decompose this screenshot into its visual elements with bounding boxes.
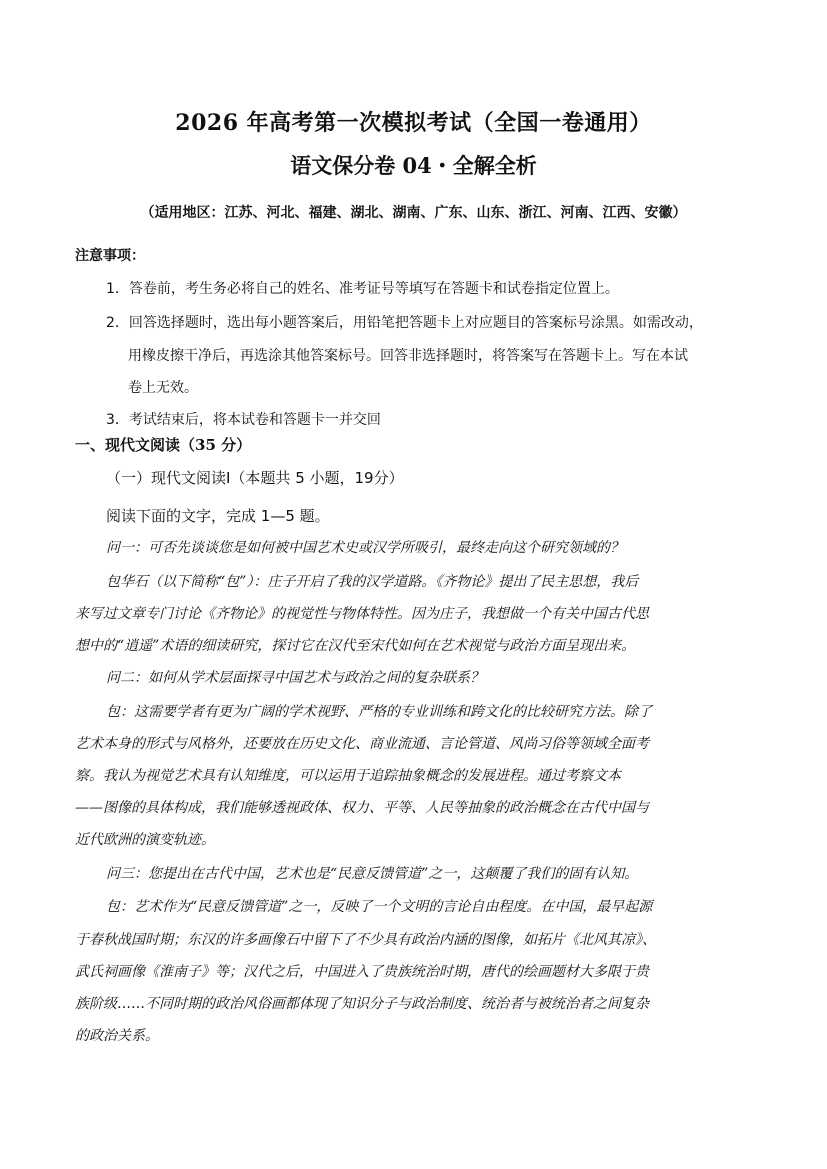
passage-line: 包：艺术作为“民意反馈管道”之一，反映了一个文明的言论自由程度。在中国，最早起源: [106, 899, 653, 915]
passage-line: 察。我认为视觉艺术具有认知维度，可以运用于追踪抽象概念的发展进程。通过考察文本: [75, 768, 621, 784]
passage-line: ——图像的具体构成，我们能够透视政体、权力、平等、人民等抽象的政治概念在古代中国与: [75, 800, 649, 816]
subsection-heading: （一）现代文阅读Ⅰ（本题共 5 小题，19分）: [106, 469, 404, 487]
passage-line: 问三：您提出在古代中国，艺术也是“民意反馈管道”之一，这颠覆了我们的固有认知。: [106, 866, 639, 882]
passage-line: 族阶级……不同时期的政治风俗画都体现了知识分子与政治制度、统治者与被统治者之间复杂: [75, 996, 649, 1012]
passage-line: 武氏祠画像《淮南子》等；汉代之后，中国进入了贵族统治时期，唐代的绘画题材大多限于贵: [75, 964, 649, 980]
applicable-regions: （适用地区：江苏、河北、福建、湖北、湖南、广东、山东、浙江、河南、江西、安徽）: [140, 205, 687, 221]
notice-item: 卷上无效。: [128, 380, 198, 396]
passage-line: 艺术本身的形式与风格外，还要放在历史文化、商业流通、言论管道、风尚习俗等领域全面考: [75, 736, 649, 752]
passage-line: 想中的“逍遥”术语的细读研究，探讨它在汉代至宋代如何在艺术视觉与政治方面呈现出来。: [75, 638, 636, 654]
page-title: 2026 年高考第一次模拟考试（全国一卷通用）: [175, 110, 652, 136]
page-subtitle: 语文保分卷 04・全解全析: [290, 153, 537, 178]
passage-line: 问一：可否先谈谈您是如何被中国艺术史或汉学所吸引，最终走向这个研究领域的？: [106, 540, 624, 556]
passage-line: 包：这需要学者有更为广阔的学术视野、严格的专业训练和跨文化的比较研究方法。除了: [106, 704, 652, 720]
passage-line: 的政治关系。: [75, 1028, 159, 1044]
passage-line: 问二：如何从学术层面探寻中国艺术与政治之间的复杂联系？: [106, 670, 484, 686]
notice-heading: 注意事项：: [75, 248, 145, 264]
notice-item: 用橡皮擦干净后，再选涂其他答案标号。回答非选择题时，将答案写在答题卡上。写在本试: [128, 348, 688, 364]
reading-instruction: 阅读下面的文字，完成 1—5 题。: [106, 507, 330, 525]
passage-line: 包华石（以下简称“包”）：庄子开启了我的汉学道路。《齐物论》提出了民主思想，我后: [106, 574, 639, 590]
passage-line: 来写过文章专门讨论《齐物论》的视觉性与物体特性。因为庄子，我想做一个有关中国古代思: [75, 606, 649, 622]
notice-item: 1．答卷前，考生务必将自己的姓名、准考证号等填写在答题卡和试卷指定位置上。: [106, 281, 619, 297]
passage-line: 近代欧洲的演变轨迹。: [75, 832, 215, 848]
notice-item: 2．回答选择题时，选出每小题答案后，用铅笔把答题卡上对应题目的答案标号涂黑。如需改动，: [106, 315, 703, 331]
section-heading: 一、现代文阅读（35 分）: [75, 436, 252, 454]
passage-line: 于春秋战国时期；东汉的许多画像石中留下了不少具有政治内涵的图像，如拓片《北风其凉》、: [75, 932, 656, 948]
notice-item: 3．考试结束后，将本试卷和答题卡一并交回: [106, 412, 381, 428]
